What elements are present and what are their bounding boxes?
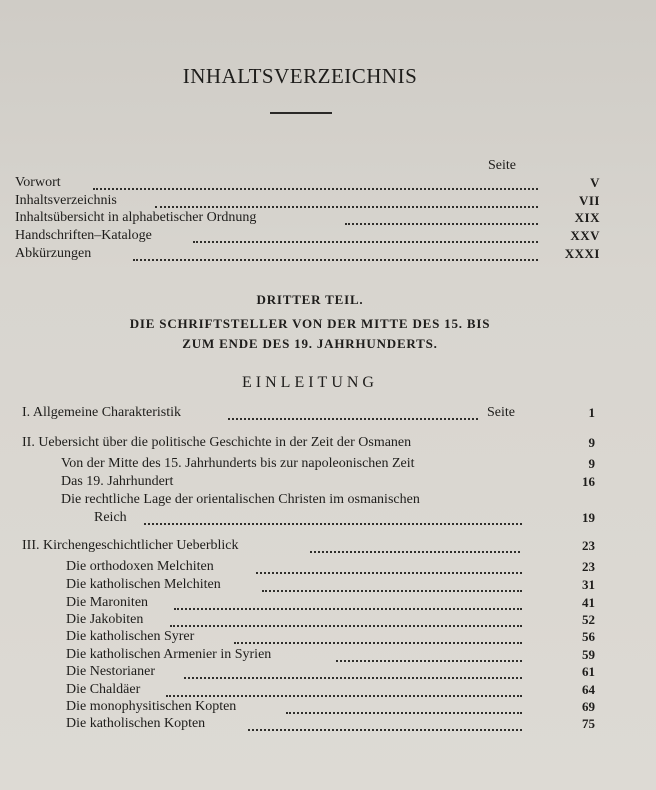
dot-leader	[248, 709, 522, 731]
toc-page: 23	[582, 538, 595, 553]
toc-label: Die katholischen Syrer	[66, 629, 195, 644]
toc-page: 19	[582, 510, 595, 525]
toc-label: Die katholischen Kopten	[66, 716, 206, 731]
toc-page: 64	[582, 682, 595, 697]
toc-row-section-2-item	[94, 508, 595, 528]
toc-label: Handschriften–Kataloge	[15, 228, 152, 243]
toc-page: 56	[582, 629, 595, 644]
toc-row-section-3-item	[66, 714, 595, 734]
toc-row-section-2-item	[61, 454, 595, 474]
toc-row-section-2	[22, 433, 595, 453]
toc-page: 1	[588, 405, 595, 420]
toc-label: I. Allgemeine Charakteristik	[22, 405, 182, 420]
toc-label: Die Chaldäer	[66, 682, 141, 697]
toc-page: 31	[582, 577, 595, 592]
toc-page: 52	[582, 612, 595, 627]
toc-page: XIX	[574, 210, 600, 225]
toc-label: Inhaltsverzeichnis	[15, 193, 117, 208]
toc-label: III. Kirchengeschichtlicher Ueberblick	[22, 538, 239, 553]
toc-page: 61	[582, 664, 595, 679]
toc-row-abkuerzungen	[15, 244, 600, 264]
part-heading-line3: ZUM ENDE DES 19. JAHRHUNDERTS.	[182, 336, 438, 351]
einleitung-heading: EINLEITUNG	[242, 374, 378, 391]
toc-label: Die katholischen Melchiten	[66, 577, 221, 592]
page-title: INHALTSVERZEICHNIS	[182, 64, 418, 88]
toc-row-section-2-item	[61, 472, 595, 492]
toc-page: 23	[582, 559, 595, 574]
toc-label: Inhaltsübersicht in alphabetischer Ordnung	[15, 210, 257, 225]
toc-label: Die katholischen Armenier in Syrien	[66, 647, 272, 662]
toc-label: Die Nestorianer	[66, 664, 156, 679]
part-heading-line1: DRITTER TEIL.	[256, 292, 364, 307]
seite-label: Seite	[488, 158, 516, 173]
dot-leader	[310, 531, 520, 553]
toc-label: Die Jakobiten	[66, 612, 144, 627]
dot-leader	[228, 398, 478, 420]
toc-page: 9	[588, 435, 595, 450]
toc-page: 75	[582, 716, 595, 731]
toc-label: Die Maroniten	[66, 595, 149, 610]
toc-label: Abkürzungen	[15, 246, 92, 261]
toc-label: II. Uebersicht über die politische Geschichte in der Zeit der Osmanen	[22, 435, 412, 450]
part-heading-line2: DIE SCHRIFTSTELLER VON DER MITTE DES 15. BIS	[129, 316, 491, 331]
toc-page: 9	[588, 456, 595, 471]
toc-page: XXV	[570, 228, 600, 243]
toc-label: Die rechtliche Lage der orientalischen Christen im osmanischen	[61, 492, 420, 507]
toc-page: 41	[582, 595, 595, 610]
toc-page: 16	[582, 474, 595, 489]
toc-row-section-1	[22, 403, 595, 423]
toc-label: Von der Mitte des 15. Jahrhunderts bis zur napoleonischen Zeit	[61, 456, 415, 471]
toc-label: Das 19. Jahrhundert	[61, 474, 174, 489]
toc-page: V	[590, 175, 600, 190]
toc-label: Die orthodoxen Melchiten	[66, 559, 214, 574]
toc-page: VII	[578, 193, 600, 208]
dot-leader	[133, 239, 538, 261]
seite-label: Seite	[487, 405, 515, 420]
toc-page: 69	[582, 699, 595, 714]
toc-label: Die monophysitischen Kopten	[66, 699, 237, 714]
toc-label: Reich	[94, 510, 127, 525]
dot-leader	[144, 503, 522, 525]
toc-page: XXXI	[564, 246, 600, 261]
title-rule	[270, 112, 332, 114]
toc-page: 59	[582, 647, 595, 662]
toc-label: Vorwort	[15, 175, 61, 190]
